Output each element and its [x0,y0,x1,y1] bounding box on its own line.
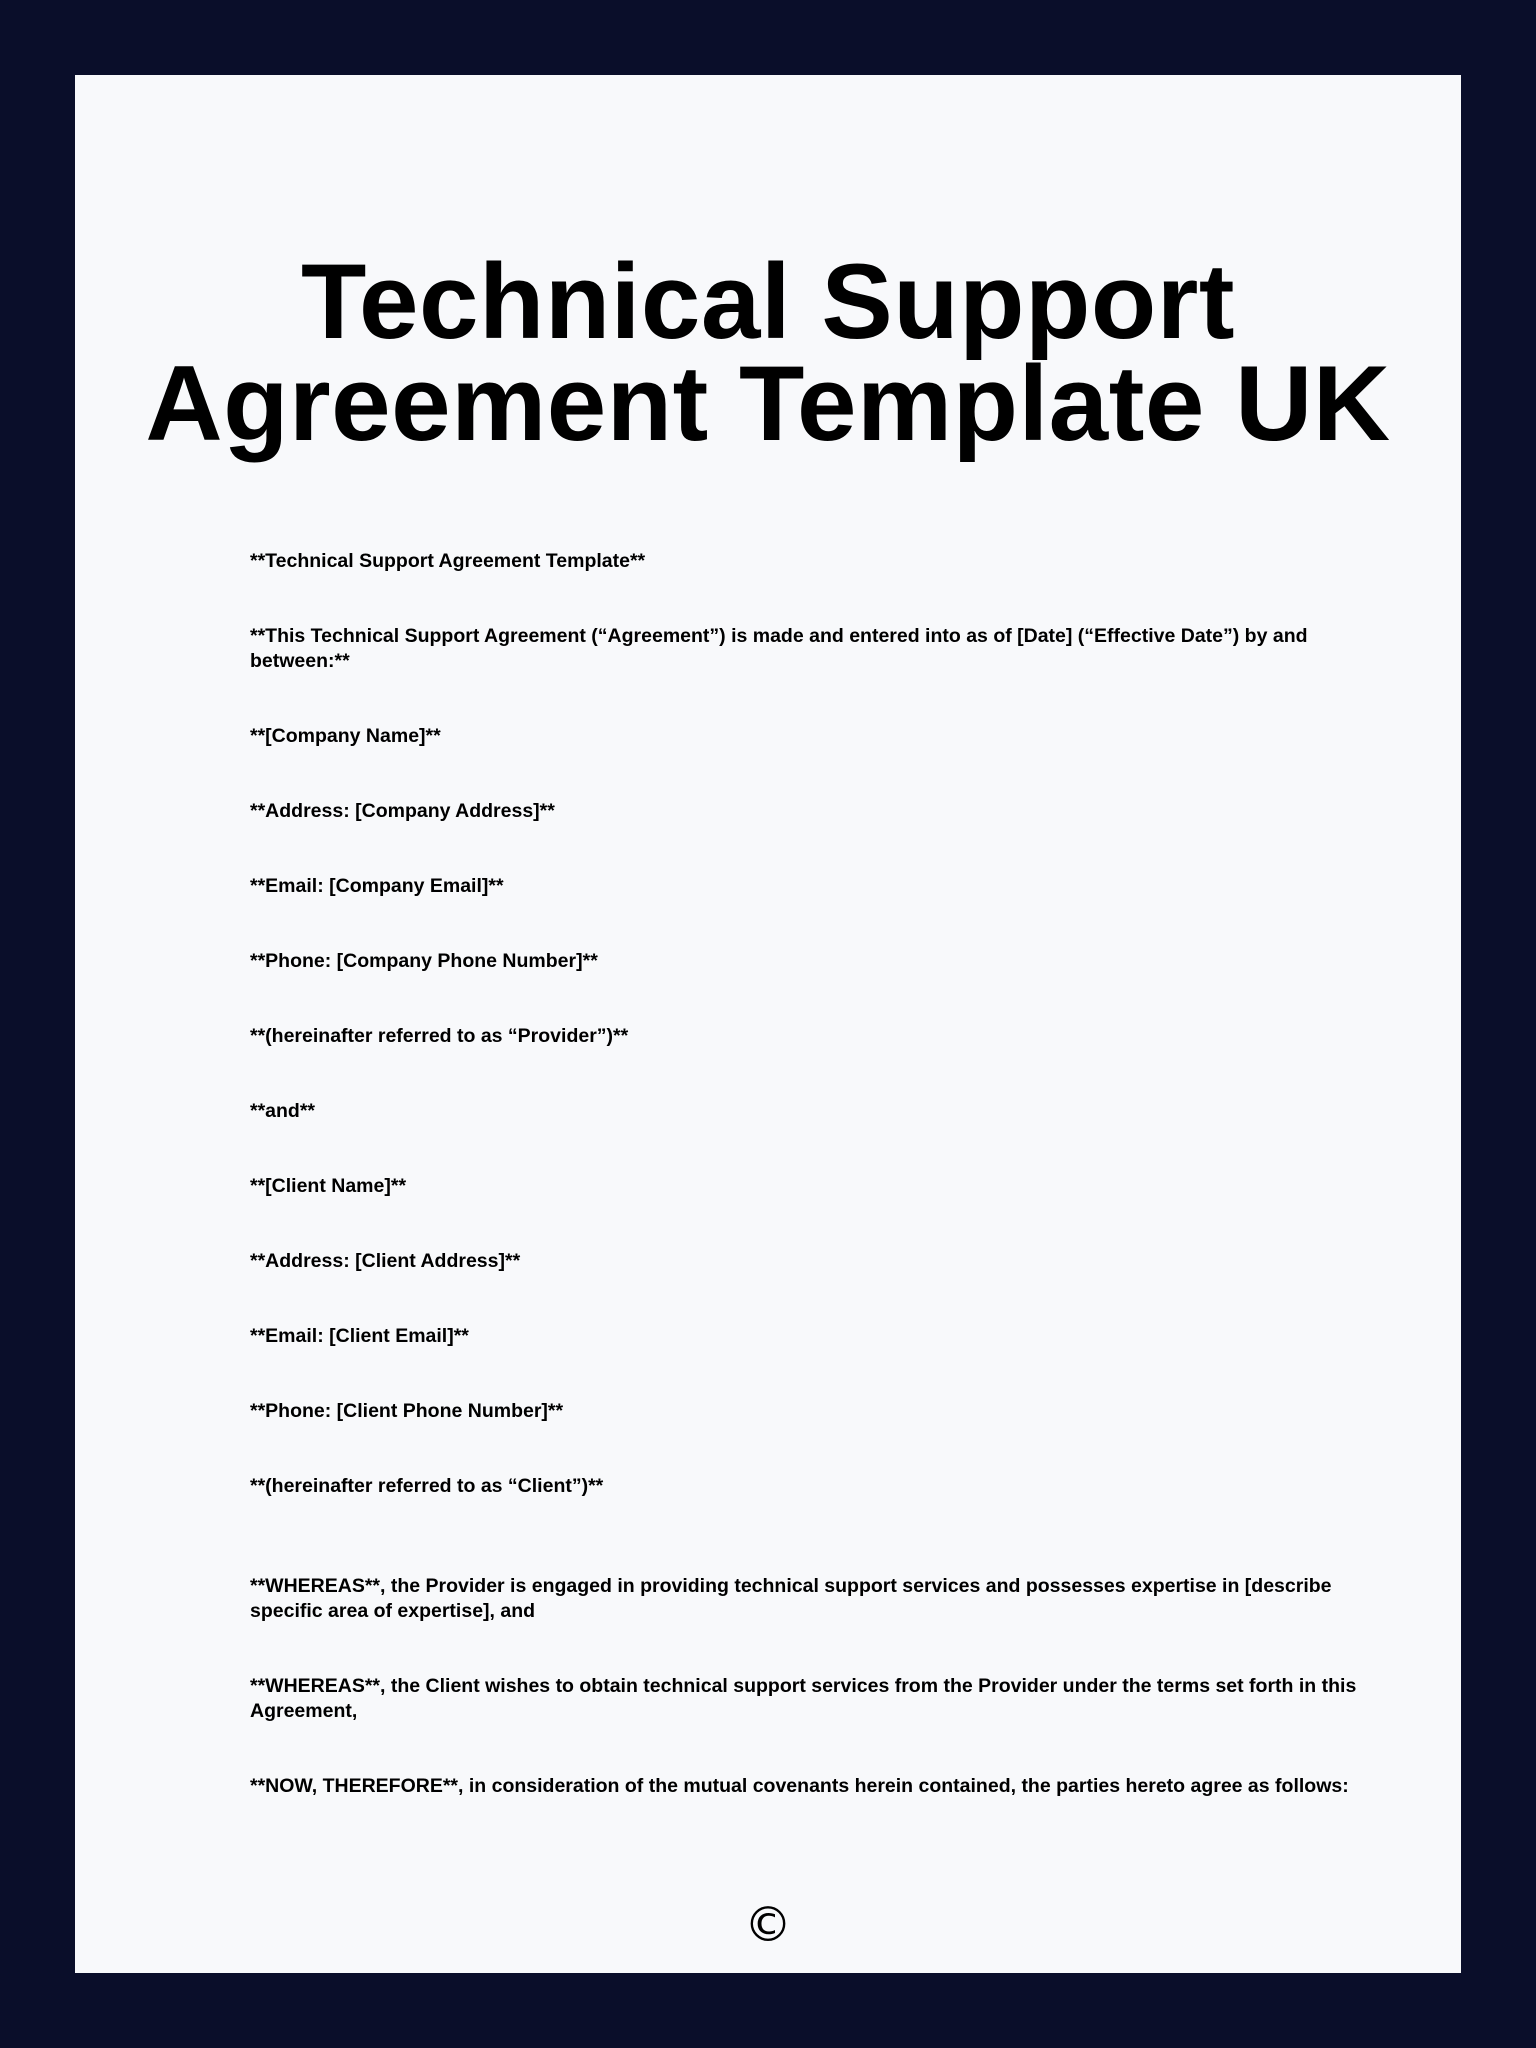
copyright-icon: © [744,1897,792,1953]
provider-name: **[Company Name]** [250,725,441,747]
provider-email: **Email: [Company Email]** [250,875,504,897]
intro-paragraph: **This Technical Support Agreement (“Agreement”) is made and entered into as of [Date] (“Effective Date”) by and between:** [250,625,1308,672]
client-phone: **Phone: [Client Phone Number]** [250,1400,564,1422]
provider-address: **Address: [Company Address]** [250,800,555,822]
client-email: **Email: [Client Email]** [250,1325,469,1347]
document-page [75,75,1461,1973]
client-name: **[Client Name]** [250,1175,407,1197]
now-therefore-paragraph: **NOW, THEREFORE**, in consideration of the mutual covenants herein contained, the parties hereto agree as follows: [250,1775,1349,1797]
client-address: **Address: [Client Address]** [250,1250,521,1272]
title-line-2: Agreement Template UK [145,343,1391,463]
and-separator: **and** [250,1100,316,1122]
whereas-client-paragraph: **WHEREAS**, the Client wishes to obtain technical support services from the Provider under the terms set forth in this Agreement, [250,1675,1357,1722]
document-title [75,241,1461,463]
document-body [250,549,1360,1849]
provider-designation: **(hereinafter referred to as “Provider”)** [250,1025,629,1047]
client-designation: **(hereinafter referred to as “Client”)** [250,1475,604,1497]
title-line-1: Technical Support [301,241,1235,361]
whereas-provider-paragraph: **WHEREAS**, the Provider is engaged in providing technical support services and possesses expertise in [describe specific area of expertise], and [250,1575,1332,1622]
heading-paragraph: **Technical Support Agreement Template** [250,550,646,572]
provider-phone: **Phone: [Company Phone Number]** [250,950,598,972]
